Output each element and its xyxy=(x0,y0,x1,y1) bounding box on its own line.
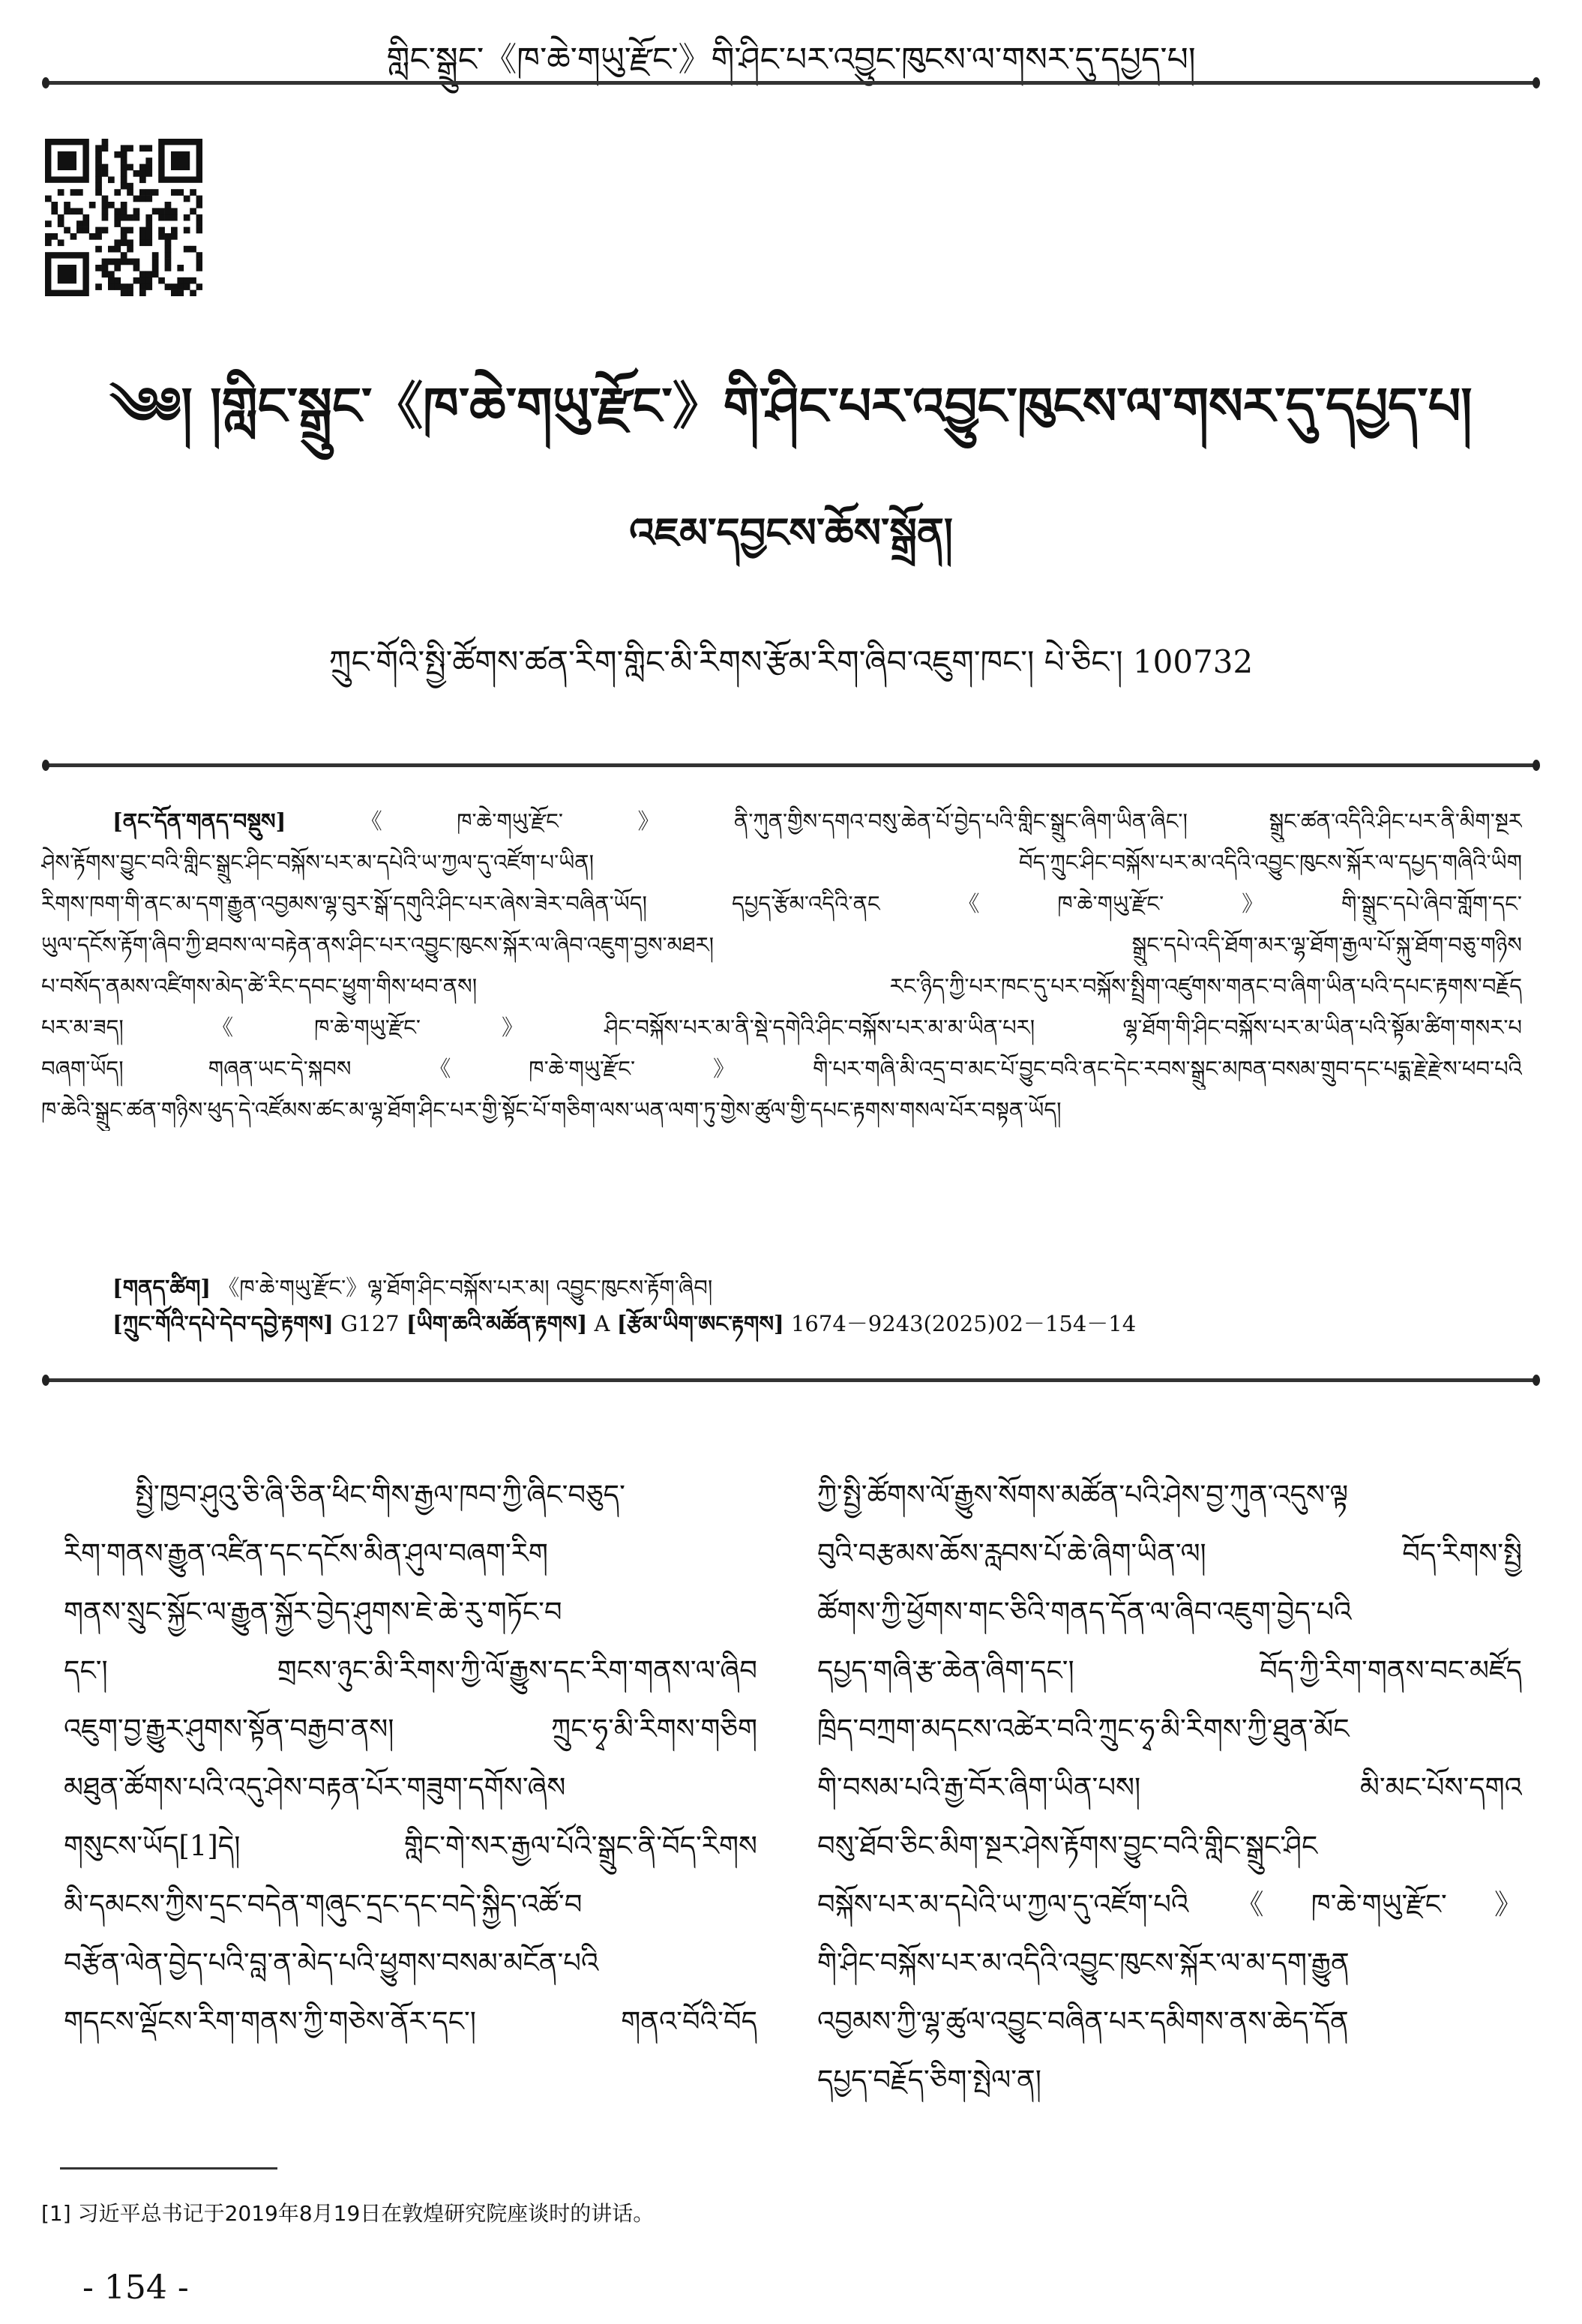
body-line: བསྐོས་པར་མ་དཔེའི་ཡ་ཀྱལ་དུ་འཛོག་པའི《ཁ་ཆེ་གཡུ་རྫོང་》 xyxy=(817,1888,1522,1921)
author-name: འཇམ་དབྱངས་ཆོས་སྒྲོན། xyxy=(629,508,953,556)
body-line: མི་དམངས་ཀྱིས་དྲང་བདེན་གཞུང་དྲང་དང་བདེ་སྐྱིད་འཚོ་བ xyxy=(64,1888,583,1921)
author-affiliation: ཀྲུང་གོའི་སྤྱི་ཚོགས་ཚན་རིག་གླིང་མི་རིགས་རྩོམ་རིག་ཞིབ་འཇུག་ཁང་། པེ་ཅིང་། 100732 xyxy=(328,643,1254,680)
clc-label: [ཀྲུང་གོའི་དཔེ་དེབ་དབྱེ་རྟགས] xyxy=(112,1311,334,1336)
body-line: བསུ་ཐོབ་ཅིང་མིག་སྔར་ཤེས་རྟོགས་བྱུང་བའི་གླིང་སྒྲུང་ཤིང xyxy=(817,1830,1318,1862)
classification xyxy=(112,1303,1136,1345)
keywords-text: 《ཁ་ཆེ་གཡུ་རྫོང་》ལྷ་ཐོག་ཤིང་བསྐོས་པར་མ། འབྱུང་ཁུངས་རྟོག་ཞིབ། xyxy=(217,1275,713,1300)
body-line: དང་། གྲངས་ཉུང་མི་རིགས་ཀྱི་ལོ་རྒྱུས་དང་རིག་གནས་ལ་ཞིབ xyxy=(64,1654,757,1687)
body-line: གདངས་ལྡོངས་རིག་གནས་ཀྱི་གཅེས་ནོར་དང་། གནའ་བོའི་བོད xyxy=(64,2005,757,2038)
doc-code: A xyxy=(594,1311,610,1336)
body-line: སྤྱི་ཁྱབ་ཤུའུ་ཅི་ཞི་ཅིན་ཕིང་གིས་རྒྱལ་ཁབ་ཀྱི་ཞིང་བཅུད་ xyxy=(135,1479,625,1511)
footnote: [1] 习近平总书记于2019年8月19日在敦煌研究院座谈时的讲话。 xyxy=(41,2201,655,2226)
body-line: ཀྱི་སྤྱི་ཚོགས་ལོ་རྒྱུས་སོགས་མཚོན་པའི་ཤེས་བྱ་ཀུན་འདུས་ལྟ xyxy=(817,1479,1349,1511)
clc-code: G127 xyxy=(340,1311,400,1336)
section-divider xyxy=(45,763,1537,767)
abstract-line: ཤེས་རྟོགས་བྱུང་བའི་གླིང་སྒྲུང་ཤིང་བསྐོས་པར་མ་དཔེའི་ཡ་ཀྱལ་དུ་འཛོག་པ་ཡིན། བོད་ཀྲུང་ཤིང་བསྐོས་པར་མ་འདིའི་འབྱུང་ཁུངས་སྐོར་ལ་དཔྱད་གཞིའི་ཡིག xyxy=(41,850,1522,875)
abstract-line: པར་མ་ཟད། 《ཁ་ཆེ་གཡུ་རྫོང་》ཤིང་བསྐོས་པར་མ་ནི་སྡེ་དགེའི་ཤིང་བསྐོས་པར་མ་མ་ཡིན་པར། ལྷ་ཐོག་གི་ཤིང་བསྐོས་པར་མ་ཡིན་པའི་སྟོམ་ཚིག་གསར་པ xyxy=(41,1015,1522,1040)
body-line: ཁྲིད་བཀྲག་མདངས་འཚེར་བའི་ཀྲུང་ཧྭ་མི་རིགས་ཀྱི་ཐུན་མོང xyxy=(817,1713,1350,1745)
abstract-label: [ནང་དོན་གནད་བསྡུས] xyxy=(112,808,286,834)
body-line: གསུངས་ཡོད[1]དེ། གླིང་གེ་སར་རྒྱལ་པོའི་སྒྲུང་ནི་བོད་རིགས xyxy=(64,1830,757,1862)
body-line: བརྩོན་ལེན་བྱེད་པའི་བླ་ན་མེད་པའི་ཕྱུགས་བསམ་མངོན་པའི xyxy=(64,1947,599,1979)
keywords-label: [གནད་ཚིག] xyxy=(112,1275,211,1300)
body-line: གནས་སྲུང་སྐྱོང་ལ་རྒྱུན་སྐྱོར་བྱེད་ཤུགས་ཇེ་ཆེ་རུ་གཏོང་བ xyxy=(64,1596,562,1628)
body-line: བུའི་བརྩམས་ཆོས་རླབས་པོ་ཆེ་ཞིག་ཡིན་ལ། བོད་རིགས་སྤྱི xyxy=(817,1537,1522,1570)
running-header: གླིང་སྒྲུང་《ཁ་ཆེ་གཡུ་རྫོང་》གི་ཤིང་པར་འབྱུང་ཁུངས་ལ་གསར་དུ་དཔྱད་པ། xyxy=(386,40,1196,79)
body-line: ཚོགས་ཀྱི་ཕྱོགས་གང་ཅིའི་གནད་དོན་ལ་ཞིབ་འཇུག་བྱེད་པའི xyxy=(817,1596,1352,1628)
section-divider xyxy=(45,1378,1537,1382)
keywords xyxy=(112,1267,712,1309)
body-line: མཐུན་ཚོགས་པའི་འདུ་ཤེས་བརྟན་པོར་གཟུག་དགོས་ཞེས xyxy=(64,1771,566,1804)
header-divider xyxy=(45,81,1537,85)
body-line: དཔྱད་གཞི་རྩ་ཆེན་ཞིག་དང་། བོད་ཀྱི་རིག་གནས་བང་མཛོད xyxy=(817,1654,1522,1687)
body-line: འཇུག་བྱ་རྒྱུར་ཤུགས་སྟོན་བརྒྱབ་ནས། ཀྲུང་ཧྭ་མི་རིགས་གཅིག xyxy=(64,1713,757,1745)
article-id-label: [རྩོམ་ཡིག་ཨང་རྟགས] xyxy=(616,1311,784,1336)
abstract-text: 《ཁ་ཆེ་གཡུ་རྫོང་》ནི་ཀུན་གྱིས་དགའ་བསུ་ཆེན་པོ་བྱེད་པའི་གླིང་སྒྲུང་ཞིག་ཡིན་ཞིང་། སྒྲུང་ཚན་འདིའི་ཤིང་པར་ནི་མིག་སྔར xyxy=(286,808,1522,834)
body-line: རིག་གནས་རྒྱུན་འཛིན་དང་དངོས་མིན་ཤུལ་བཞག་རིག xyxy=(64,1537,548,1570)
body-line: གི་ཤིང་བསྐོས་པར་མ་འདིའི་འབྱུང་ཁུངས་སྐོར་ལ་མ་དག་རྒྱུན xyxy=(817,1947,1350,1979)
qr-code-icon xyxy=(45,139,202,296)
abstract-line: པ་བསོད་ནམས་འཛིགས་མེད་ཚེ་རིང་དབང་ཕྱུག་གིས་ཕབ་ནས། རང་ཉིད་ཀྱི་པར་ཁང་དུ་པར་བསྐོས་སྤྲིག་འཛུགས་གནང་བ་ཞིག་ཡིན་པའི་དཔང་རྟགས་བརྗོད xyxy=(41,973,1522,999)
page-number: - 154 - xyxy=(82,2269,189,2307)
abstract-line xyxy=(112,801,1522,842)
abstract-line: ཁ་ཆེའི་སྒྲུང་ཚན་གཉིས་ཕུད་དེ་འཛོམས་ཚང་མ་ལྷ་ཐོག་ཤིང་པར་གྱི་སྟོང་པོ་གཅིག་ལས་ཡན་ལག་ཏུ་གྱེས་ཚུལ་གྱི་དཔང་རྟགས་གསལ་པོར་བསྟན་ཡོད། xyxy=(41,1097,1062,1123)
abstract-line: ཡུལ་དངོས་རྟོག་ཞིབ་ཀྱི་ཐབས་ལ་བརྟེན་ནས་ཤིང་པར་འབྱུང་ཁུངས་སྐོར་ལ་ཞིབ་འཇུག་བྱས་མཐར། སྒྲུང་དཔེ་འདི་ཐོག་མར་ལྷ་ཐོག་རྒྱལ་པོ་སྐུ་ཐོག་བཅུ་གཉིས xyxy=(41,932,1522,958)
abstract-line: རིགས་ཁག་གི་ནང་མ་དག་རྒྱུན་འབྱམས་ལྷ་བུར་སྒོ་དགུའི་ཤིང་པར་ཞེས་ཟེར་བཞིན་ཡོད། དཔྱད་རྩོམ་འདིའི་ནང《ཁ་ཆེ་གཡུ་རྫོང་》གི་སྒྲུང་དཔེ་ཞིབ་གློག་དང་ xyxy=(41,891,1522,916)
article-id: 1674－9243(2025)02－154－14 xyxy=(790,1311,1137,1336)
footnote-divider xyxy=(60,2167,277,2170)
body-line: འབྱམས་ཀྱི་ལྷ་ཚུལ་འབྱུང་བཞིན་པར་དམིགས་ནས་ཆེད་དོན xyxy=(817,2005,1349,2038)
article-title: ༄༅། །གླིང་སྒྲུང་《ཁ་ཆེ་གཡུ་རྫོང་》གི་ཤིང་པར་འབྱུང་ཁུངས་ལ་གསར་དུ་དཔྱད་པ། xyxy=(109,376,1473,436)
abstract-line: བཞག་ཡོད། གཞན་ཡང་དེ་སྐབས《ཁ་ཆེ་གཡུ་རྫོང་》གི་པར་གཞི་མི་འདྲ་བ་མང་པོ་བྱུང་བའི་ནང་དེང་རབས་སྒྲུང་མཁན་བསམ་གྲུབ་དང་པདྨ་རྗེ་རྫེས་ཕབ་པའི xyxy=(41,1056,1522,1081)
body-line: དཔྱད་བརྗོད་ཅིག་སྤེལ་ན། xyxy=(817,2064,1041,2096)
doc-code-label: [ཡིག་ཆའི་མཚོན་རྟགས] xyxy=(406,1311,588,1336)
body-line: གི་བསམ་པའི་རྒྱ་བོར་ཞིག་ཡིན་པས། མི་མང་པོས་དགའ xyxy=(817,1771,1522,1804)
